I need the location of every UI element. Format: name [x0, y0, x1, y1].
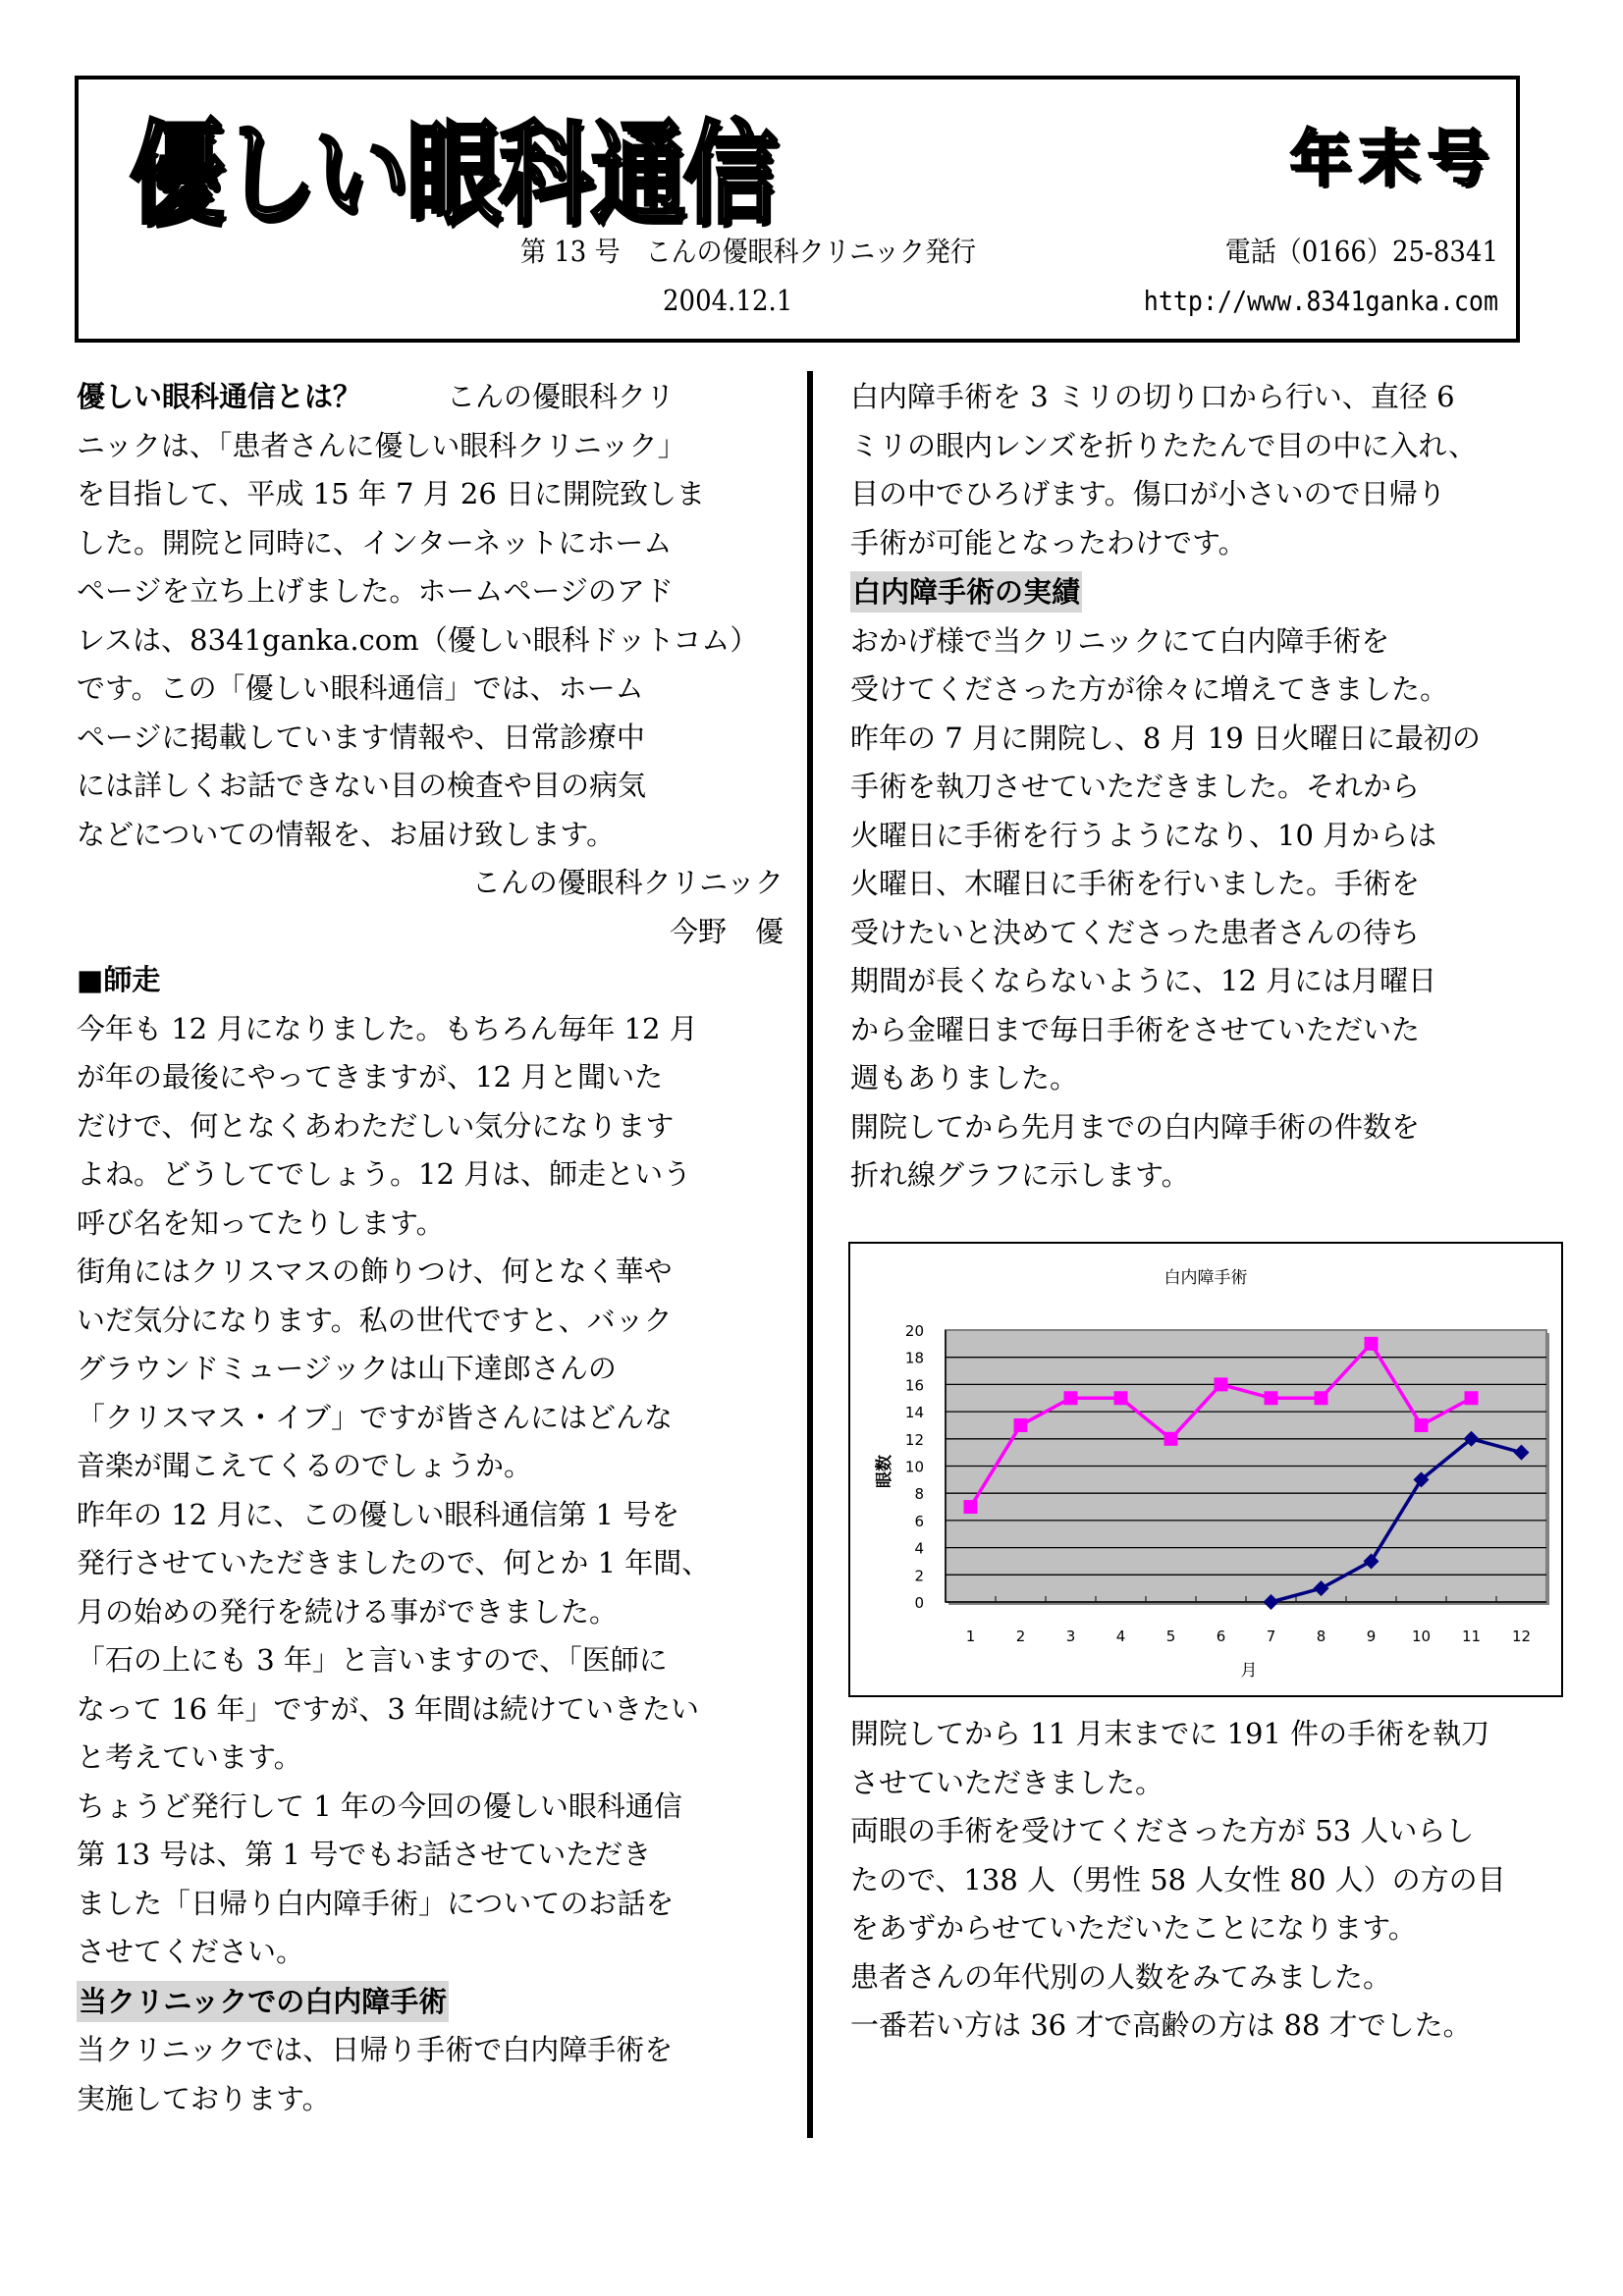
- text-line: 開院してから 11 月末までに 191 件の手術を執刀: [850, 1717, 1490, 1750]
- x-tick-label: 5: [1165, 1628, 1176, 1645]
- chart-title: 白内障手術: [1163, 1268, 1248, 1288]
- after-chart-paragraph: [850, 1710, 1561, 2051]
- text-line: 火曜日に手術を行うようになり、10 月からは: [850, 818, 1437, 852]
- text-line: ミリの眼内レンズを折りたたんで目の中に入れ、: [850, 428, 1478, 462]
- right-column: [850, 373, 1561, 1201]
- y-tick-label: 14: [904, 1404, 924, 1422]
- issue-date: 2004.12.1: [663, 285, 793, 318]
- x-tick-label: 1: [965, 1628, 976, 1645]
- phone-number: 電話（0166）25-8341: [1224, 236, 1498, 269]
- website-url[interactable]: http://www.8341ganka.com: [1143, 285, 1498, 317]
- text-line: おかげ様で当クリニックにて白内障手術を: [850, 623, 1390, 658]
- square-marker-icon: [1415, 1418, 1429, 1432]
- text-line: だけで、何となくあわただしい気分になります: [77, 1108, 675, 1143]
- text-line: した。開院と同時に、インターネットにホーム: [77, 525, 673, 560]
- text-line: ました「日帰り白内障手術」についてのお話を: [77, 1886, 675, 1920]
- x-tick-label: 8: [1316, 1628, 1326, 1645]
- text-line: させていただきました。: [850, 1765, 1164, 1799]
- plot-area: [905, 1322, 1549, 1645]
- column-divider: [807, 371, 813, 2138]
- text-line: よね。どうしてでしょう。12 月は、師走という: [77, 1157, 692, 1191]
- y-tick-label: 2: [914, 1567, 924, 1585]
- x-tick-label: 10: [1411, 1628, 1432, 1645]
- y-tick-label: 0: [914, 1594, 924, 1612]
- square-marker-icon: [1265, 1391, 1278, 1405]
- shiwasu-paragraph: [77, 1005, 784, 1977]
- section-heading-shiwasu: ■師走: [77, 963, 161, 996]
- text-line: を目指して、平成 15 年 7 月 26 日に開院致しま: [77, 477, 705, 510]
- y-tick-label: 16: [904, 1376, 924, 1395]
- x-tick-label: 9: [1366, 1628, 1377, 1645]
- y-tick-label: 12: [904, 1430, 924, 1449]
- square-marker-icon: [1215, 1377, 1228, 1391]
- left-column: [77, 373, 784, 2123]
- square-marker-icon: [964, 1500, 978, 1514]
- text-line: 折れ線グラフに示します。: [850, 1158, 1190, 1192]
- text-line: などについての情報を、お届け致します。: [77, 817, 616, 851]
- text-line: 「クリスマス・イブ」ですが皆さんにはどんな: [77, 1400, 673, 1434]
- text-line: 両眼の手術を受けてくださった方が 53 人いらし: [850, 1814, 1475, 1847]
- issue-type-label: 年末号: [1289, 123, 1496, 194]
- y-axis-label: 眼数: [875, 1455, 894, 1488]
- y-tick-label: 8: [914, 1485, 924, 1504]
- y-tick-label: 20: [904, 1322, 924, 1340]
- text-line: 発行させていただきましたので、何とか 1 年間、: [77, 1546, 711, 1579]
- text-line: と考えています。: [77, 1740, 302, 1774]
- text-line: ページに掲載しています情報や、日常診療中: [77, 720, 645, 754]
- section-heading-results: 白内障手術の実績: [850, 571, 1082, 613]
- text-line: 第 13 号は、第 1 号でもお話させていただき: [77, 1838, 652, 1871]
- text-line: ちょうど発行して 1 年の今回の優しい眼科通信: [77, 1789, 682, 1823]
- text-line: 手術を執刀させていただきました。それから: [850, 770, 1421, 803]
- text-line: レスは、8341ganka.com（優しい眼科ドットコム）: [77, 622, 759, 657]
- x-tick-label: 3: [1065, 1628, 1076, 1645]
- text-line: が年の最後にやってきますが、12 月と聞いた: [77, 1060, 664, 1094]
- intro-first-line: 優しい眼科通信とは？ こんの優眼科クリ: [77, 380, 676, 413]
- text-line: 今年も 12 月になりました。もちろん毎年 12 月: [77, 1011, 698, 1045]
- square-marker-icon: [1465, 1391, 1479, 1405]
- x-tick-label: 4: [1115, 1628, 1126, 1645]
- text-line: 開院してから先月までの白内障手術の件数を: [850, 1109, 1421, 1144]
- text-line: 街角にはクリスマスの飾りつけ、何となく華や: [77, 1255, 673, 1288]
- issue-info: 第 13 号 こんの優眼科クリニック発行: [520, 236, 977, 269]
- text-line: 音楽が聞こえてくるのでしょうか。: [77, 1449, 533, 1482]
- text-line: 実施しております。: [77, 2081, 331, 2115]
- text-line: 白内障手術を 3 ミリの切り口から行い、直径 6: [850, 380, 1455, 413]
- text-line: から金曜日まで毎日手術をさせていただいた: [850, 1012, 1421, 1046]
- section-heading-clinic-cataract: 当クリニックでの白内障手術: [77, 1981, 449, 2022]
- newsletter-title: 優しい眼科通信: [130, 109, 776, 240]
- x-tick-label: 12: [1511, 1628, 1532, 1645]
- text-line: 昨年の 12 月に、この優しい眼科通信第 1 号を: [77, 1497, 680, 1531]
- text-line: グラウンドミュージックは山下達郎さんの: [77, 1352, 617, 1385]
- text-line: 一番若い方は 36 才で高齢の方は 88 才でした。: [850, 2008, 1472, 2042]
- text-line: 昨年の 7 月に開院し、8 月 19 日火曜日に最初の: [850, 721, 1481, 755]
- masthead-box: [75, 76, 1520, 343]
- text-line: ニックは、「患者さんに優しい眼科クリニック」: [77, 428, 686, 462]
- text-line: させてください。: [77, 1935, 305, 1968]
- text-line: 月の始めの発行を続ける事ができました。: [77, 1594, 619, 1629]
- x-tick-label: 7: [1266, 1628, 1276, 1645]
- square-marker-icon: [1114, 1391, 1128, 1405]
- text-line: なって 16 年」ですが、3 年間は続けていきたい: [77, 1691, 700, 1726]
- square-marker-icon: [1365, 1337, 1379, 1351]
- square-marker-icon: [1315, 1391, 1328, 1405]
- square-marker-icon: [1064, 1391, 1078, 1405]
- y-tick-label: 6: [914, 1512, 924, 1530]
- text-line: 患者さんの年代別の人数をみてみました。: [850, 1959, 1392, 1994]
- text-line: 期間が長くならないように、12 月には月曜日: [850, 964, 1437, 997]
- text-line: 手術が可能となったわけです。: [850, 525, 1247, 560]
- text-line: たので、138 人（男性 58 人女性 80 人）の方の目: [850, 1862, 1506, 1896]
- cataract-surgery-line-chart: [848, 1242, 1563, 1697]
- text-line: 受けてくださった方が徐々に増えてきました。: [850, 672, 1449, 706]
- square-marker-icon: [1164, 1432, 1178, 1446]
- x-axis-label: 月: [1240, 1661, 1258, 1681]
- signature-name: 今野 優: [669, 914, 784, 948]
- square-marker-icon: [1014, 1418, 1028, 1432]
- signature-clinic: こんの優眼科クリニック: [471, 866, 784, 899]
- text-line: です。この「優しい眼科通信」では、ホーム: [77, 671, 644, 705]
- y-tick-label: 10: [904, 1458, 924, 1476]
- text-line: をあずからせていただいたことになります。: [850, 1911, 1417, 1945]
- text-line: には詳しくお話できない目の検査や目の病気: [77, 769, 647, 802]
- x-tick-label: 11: [1461, 1628, 1482, 1645]
- chart-canvas: [850, 1244, 1561, 1695]
- intro-heading: 優しい眼科通信とは？: [77, 380, 362, 413]
- text-line: 「石の上にも 3 年」と言いますので、「医師に: [77, 1643, 668, 1677]
- intro-paragraph: [77, 422, 784, 860]
- text-line: 目の中でひろげます。傷口が小さいので日帰り: [850, 477, 1446, 510]
- text-line: 呼び名を知ってたりします。: [77, 1205, 445, 1240]
- text-line: いだ気分になります。私の世代ですと、バック: [77, 1303, 673, 1337]
- text-line: ページを立ち上げました。ホームページのアド: [77, 574, 674, 608]
- text-line: 週もありました。: [850, 1061, 1079, 1095]
- y-tick-label: 18: [904, 1349, 924, 1367]
- x-tick-label: 2: [1015, 1628, 1026, 1645]
- y-tick-label: 4: [914, 1539, 924, 1558]
- x-tick-label: 6: [1216, 1628, 1226, 1645]
- text-line: 当クリニックでは、日帰り手術で白内障手術を: [77, 2033, 674, 2066]
- text-line: 火曜日、木曜日に手術を行いました。手術を: [850, 867, 1421, 900]
- text-line: 受けたいと決めてくださった患者さんの待ち: [850, 915, 1421, 949]
